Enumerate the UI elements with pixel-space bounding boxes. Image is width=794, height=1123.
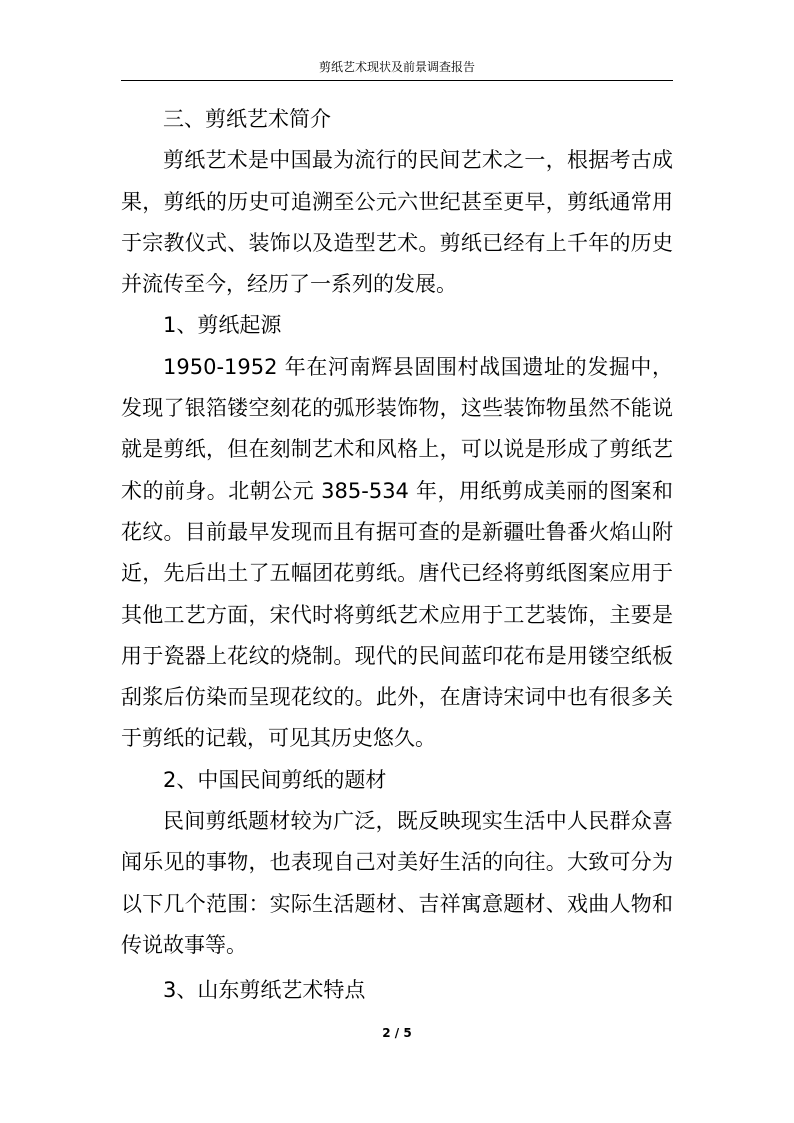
section-heading-shandong: 3、山东剪纸艺术特点 (163, 978, 366, 1003)
section-heading-origin: 1、剪纸起源 (163, 313, 282, 338)
header-divider (121, 80, 673, 81)
document-body (121, 99, 673, 1012)
paragraph-origin: 1950-1952 年在河南辉县固围村战国遗址的发掘中，发现了银箔镂空刻花的弧形装饰物，这些装饰物虽然不能说就是剪纸，但在刻制艺术和风格上，可以说是形成了剪纸艺术的前身。北朝公元 385-534 年，用纸剪成美丽的图案和花纹。目前最早发现而且有据可查的是新疆吐鲁番火焰山附近，先后出土了五幅团花剪纸。唐代已经将剪纸图案应用于其他工艺方面，宋代时将剪纸艺术应用于工艺装饰，主要是用于瓷器上花纹的烧制。现代的民间蓝印花布是用镂空纸板刮浆后仿染而呈现花纹的。此外，在唐诗宋词中也有很多关于剪纸的记载，可见其历史悠久。 (121, 354, 673, 751)
page-number: 2 / 5 (382, 1026, 412, 1040)
section-heading-themes: 2、中国民间剪纸的题材 (163, 767, 387, 792)
paragraph-themes: 民间剪纸题材较为广泛，既反映现实生活中人民群众喜闻乐见的事物，也表现自己对美好生活的向往。大致可分为以下几个范围：实际生活题材、吉祥寓意题材、戏曲人物和传说故事等。 (121, 809, 673, 957)
paragraph-intro: 剪纸艺术是中国最为流行的民间艺术之一，根据考古成果，剪纸的历史可追溯至公元六世纪甚至更早，剪纸通常用于宗教仪式、装饰以及造型艺术。剪纸已经有上千年的历史并流传至今，经历了一系列的发展。 (121, 148, 673, 297)
running-header: 剪纸艺术现状及前景调查报告 (318, 60, 475, 74)
section-heading-intro: 三、剪纸艺术简介 (163, 107, 331, 131)
